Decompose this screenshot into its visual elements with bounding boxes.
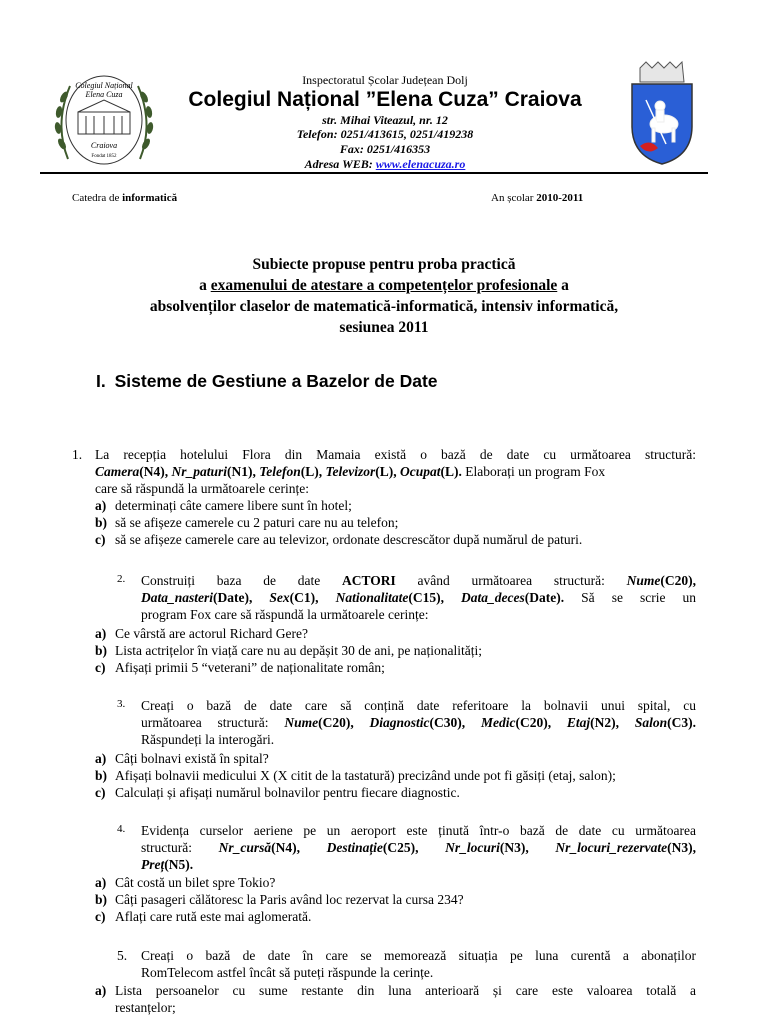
problem-4-line3 (141, 856, 193, 873)
list-item (95, 891, 464, 908)
type-etaj: (N2), (590, 715, 620, 730)
item-text: Afișați primii 5 “veterani” de naționalitate român; (115, 660, 385, 675)
header-divider (40, 172, 708, 174)
item-label: c) (95, 909, 106, 924)
type-data-nasteri: (Date), (213, 590, 253, 605)
problem-3-line2 (141, 714, 696, 731)
school-address: str. Mihai Viteazul, nr. 12 (322, 113, 448, 127)
school-emblem-logo (48, 64, 160, 176)
website-link[interactable]: www.elenacuza.ro (375, 157, 466, 171)
school-phone: Telefon: 0251/413615, 0251/419238 (296, 127, 474, 141)
problem-2-line3: program Fox care să răspundă la următoarele cerințe: (141, 607, 429, 622)
item-text: Câți bolnavi există în spital? (115, 751, 269, 766)
list-item (95, 908, 311, 925)
problem-2-line2 (141, 589, 696, 606)
svg-text:Colegiul Național: Colegiul Național (75, 81, 133, 90)
type-nume: (C20), (660, 573, 697, 588)
field-nume: Nume (626, 573, 661, 588)
field-data-nasteri: Data_nasteri (141, 590, 214, 605)
subject-title (60, 254, 708, 338)
item-label: a) (95, 875, 107, 890)
problem-1-line2 (95, 463, 605, 480)
an-label: An școlar (491, 192, 534, 204)
field-destinatie: Destinație (326, 840, 383, 855)
field-nr-locuri: Nr_locuri (445, 840, 500, 855)
list-item (95, 642, 482, 659)
catedra-label: Catedra de (72, 192, 120, 204)
list-item (95, 982, 696, 999)
school-web (170, 157, 600, 172)
list-item (95, 767, 616, 784)
subject-title-line2-post: a (561, 277, 569, 294)
item-text: Lista persoanelor cu sume restante din luna anterioară și care este valoarea totală a (115, 983, 696, 998)
item-text: Lista actrițelor în viață care nu au depășit 30 de ani, pe naționalități; (115, 643, 482, 658)
field-nr-paturi: Nr_paturi (171, 464, 228, 479)
type-nr-paturi: (N1), (227, 464, 256, 479)
type-destinatie: (C25), (382, 840, 419, 855)
item-label: c) (95, 785, 106, 800)
field-sex: Sex (269, 590, 290, 605)
item-label: c) (95, 532, 106, 547)
problem-2-intro-tail: având următoarea structură: (417, 573, 605, 588)
item-label: a) (95, 983, 107, 998)
inspectorat-label: Inspectoratul Școlar Județean Dolj (302, 73, 468, 87)
an-value: 2010-2011 (536, 192, 584, 204)
type-nr-locuri: (N3), (499, 840, 529, 855)
section-title: Sisteme de Gestiune a Bazelor de Date (114, 371, 438, 391)
field-nr-cursa: Nr_cursă (218, 840, 272, 855)
type-sex: (C1), (289, 590, 319, 605)
problem-3-intro: următoarea structură: (141, 715, 269, 730)
list-item (95, 531, 582, 548)
city-coat-of-arms (626, 60, 698, 168)
list-item (95, 874, 275, 891)
type-telefon: (L), (300, 464, 323, 479)
type-nr-locuri-rezervate: (N3), (667, 840, 697, 855)
field-medic: Medic (480, 715, 516, 730)
problem-1-line3: care să răspundă la următoarele cerințe: (95, 481, 310, 496)
list-item (95, 625, 308, 642)
type-nationalitate: (C15), (408, 590, 444, 605)
problem-3-line3: Răspundeți la interogări. (141, 732, 275, 747)
problem-2-line2-tail: Să se scrie un (581, 590, 697, 605)
field-telefon: Telefon (259, 464, 301, 479)
item-label: b) (95, 643, 108, 658)
item-label: b) (95, 768, 108, 783)
subject-title-line3: absolvenților claselor de matematică-informatică, intensiv informatică, (149, 298, 619, 315)
svg-text:Elena Cuza: Elena Cuza (85, 90, 123, 99)
type-ocupat: (L). (440, 464, 462, 479)
field-nume: Nume (284, 715, 319, 730)
list-item (95, 497, 352, 514)
type-nr-cursa: (N4), (271, 840, 300, 855)
web-label: Adresa WEB: (304, 157, 373, 171)
list-item (95, 514, 398, 531)
field-nationalitate: Nationalitate (335, 590, 409, 605)
item-text: să se afișeze camerele care au televizor, ordonate descrescător după numărul de paturi. (115, 532, 583, 547)
section-heading (96, 371, 438, 392)
problem-4-line1: Evidența curselor aeriene pe un aeroport este ținută într-o bază de date cu următoarea (141, 823, 696, 838)
school-fax: Fax: 0251/416353 (339, 142, 431, 156)
item-label: c) (95, 660, 106, 675)
field-ocupat: Ocupat (400, 464, 441, 479)
subject-title-line2 (60, 275, 708, 296)
type-nume: (C20), (318, 715, 354, 730)
item-text: Ce vârstă are actorul Richard Gere? (115, 626, 309, 641)
item-text: Calculați și afișați numărul bolnavilor pentru fiecare diagnostic. (115, 785, 460, 800)
field-nr-locuri-rezervate: Nr_locuri_rezervate (555, 840, 668, 855)
subject-title-line2-pre: a (199, 277, 207, 294)
type-medic: (C20), (515, 715, 552, 730)
list-item (95, 750, 269, 767)
subject-title-underlined: examenului de atestare a competențelor profesionale (210, 277, 558, 294)
problem-5-line2: RomTelecom astfel încât să puteți răspunde la cerințe. (141, 965, 434, 980)
field-pret: Preț (141, 857, 165, 872)
field-salon: Salon (634, 715, 668, 730)
problem-1-line1: La recepția hotelului Flora din Mamaia există o bază de date cu următoarea structură: (95, 447, 696, 462)
item-text: Afișați bolnavii medicului X (X citit de la tastatură) precizând unde pot fi găsiți (etaj, salon); (115, 768, 616, 783)
problem-2-line1 (141, 572, 696, 589)
svg-text:Craiova: Craiova (90, 141, 118, 150)
list-item (95, 659, 385, 676)
type-diagnostic: (C30), (429, 715, 466, 730)
item-text: să se afișeze camerele cu 2 paturi care nu au telefon; (115, 515, 399, 530)
problem-4-intro: structură: (141, 840, 192, 855)
problem-2-intro: Construiți baza de date (141, 573, 321, 588)
item-label: a) (95, 626, 107, 641)
svg-text:Fondat 1852: Fondat 1852 (91, 154, 117, 159)
item-text: Cât costă un bilet spre Tokio? (115, 875, 276, 890)
problem-5-number: 5. (117, 948, 128, 963)
type-camera: (N4), (139, 464, 169, 479)
problem-3-line1: Creați o bază de date care să conțină date referitoare la bolnavii unui spital, cu (141, 698, 696, 713)
school-name: Colegiul Național ”Elena Cuza” Craiova (188, 88, 582, 111)
an-scolar-line (491, 192, 583, 204)
field-camera: Camera (95, 464, 140, 479)
type-televizor: (L), (375, 464, 397, 479)
problem-4-line2 (141, 839, 696, 856)
item-text: Câți pasageri călătoresc la Paris având loc rezervat la cursa 234? (115, 892, 464, 907)
item-label: b) (95, 892, 108, 907)
catedra-line (72, 192, 177, 204)
field-etaj: Etaj (566, 715, 591, 730)
subject-title-line1: Subiecte propuse pentru proba practică (252, 256, 516, 273)
field-data-deces: Data_deces (461, 590, 525, 605)
list-item-continuation: restanțelor; (115, 1000, 176, 1015)
section-number: I. (96, 371, 106, 391)
problem-4-number: 4. (117, 823, 126, 835)
type-salon: (C3). (667, 715, 697, 730)
item-label: a) (95, 751, 107, 766)
problem-2-number: 2. (117, 573, 126, 585)
field-televizor: Televizor (325, 464, 376, 479)
problem-3-number: 3. (117, 698, 126, 710)
item-label: b) (95, 515, 108, 530)
field-diagnostic: Diagnostic (369, 715, 430, 730)
type-data-deces: (Date). (524, 590, 565, 605)
problem-1-line2-tail: Elaborați un program Fox (465, 464, 606, 479)
item-text: determinați câte camere libere sunt în hotel; (115, 498, 352, 513)
table-name-actori: ACTORI (341, 573, 396, 588)
item-label: a) (95, 498, 107, 513)
subject-title-line4: sesiunea 2011 (339, 319, 429, 336)
catedra-value: informatică (122, 192, 178, 204)
problem-5-line1: Creați o bază de date în care se memorează situația pe luna curentă a abonaților (141, 948, 696, 963)
problem-1-number: 1. (72, 447, 83, 462)
type-pret: (N5). (164, 857, 194, 872)
item-text: Aflați care rută este mai aglomerată. (115, 909, 312, 924)
list-item (95, 784, 460, 801)
